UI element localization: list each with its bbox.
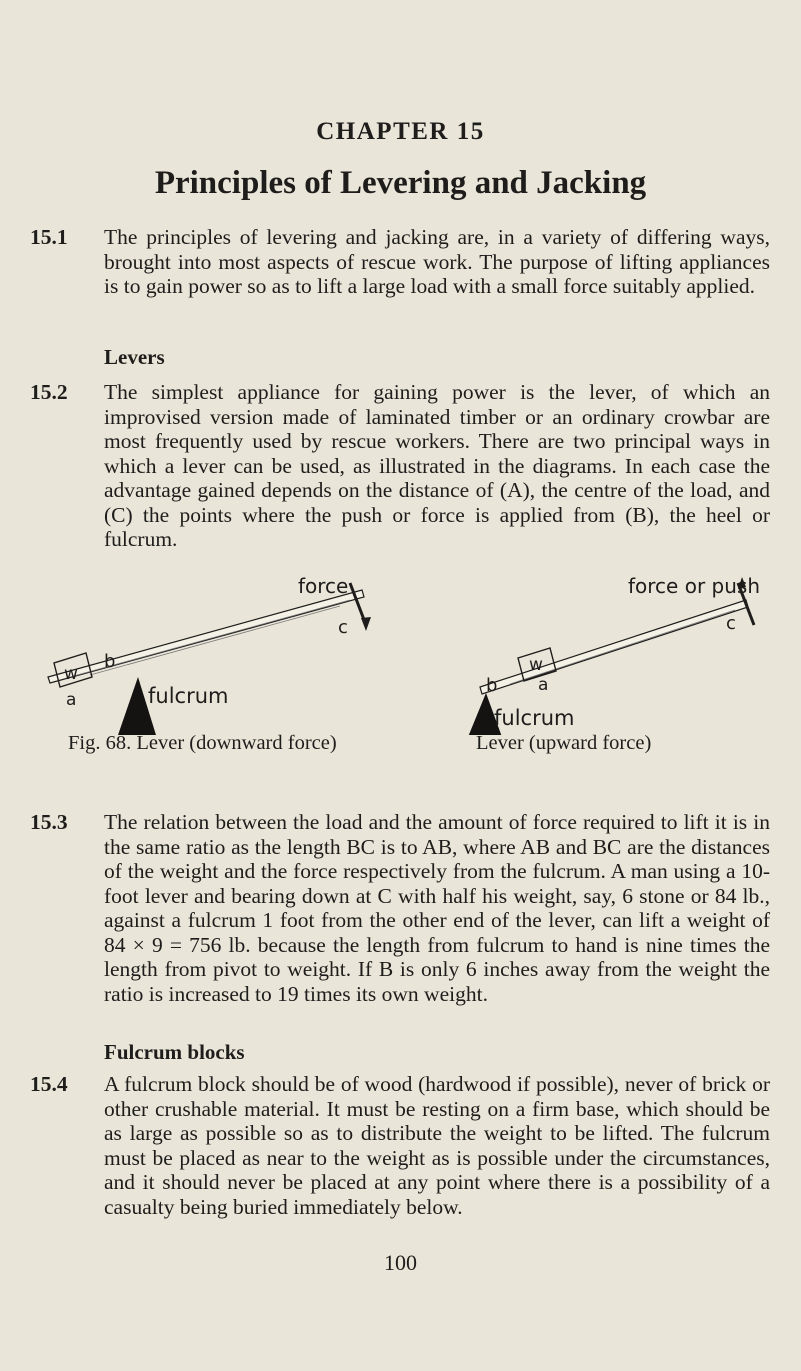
fulcrum-label: fulcrum	[494, 706, 575, 730]
force-label: force or push	[628, 574, 761, 598]
lever-bar	[48, 590, 364, 683]
paragraph-text: The relation between the load and the amount of force required to lift it is in the same ratio as the length BC is to AB, where AB and BC are the distances of the weight and the force respectively from the fulcrum. A man using a 10-foot lever and bearing down at C with half his weight, say, 6 stone or 84 lb., against a fulcrum 1 foot from the other end of the lever, can lift a weight of 84 × 9 = 756 lb. because the length from fulcrum to hand is nine times the length from pivot to weight. If B is only 6 inches away from the weight the ratio is increased to 19 times its own weight.	[104, 810, 770, 1006]
point-b-label: b	[486, 675, 498, 696]
section-heading-levers: Levers	[104, 345, 165, 369]
point-b-label: b	[104, 651, 116, 672]
lever-downward-diagram	[48, 574, 371, 735]
paragraph-15-1	[30, 225, 770, 299]
lever-upward-diagram	[468, 574, 760, 735]
paragraph-text: The principles of levering and jacking are, in a variety of differing ways, brought into most aspects of rescue work. The purpose of lifting appliances is to gain power so as to lift a large load with a small force suitably applied.	[104, 225, 770, 298]
paragraph-number: 15.2	[30, 380, 68, 404]
point-c-label: c	[338, 617, 348, 638]
lever-diagrams	[30, 555, 800, 735]
figure-caption-left: Fig. 68. Lever (downward force)	[68, 732, 337, 754]
section-heading-fulcrum-blocks: Fulcrum blocks	[104, 1040, 245, 1064]
chapter-title: Principles of Levering and Jacking	[154, 165, 647, 201]
lever-bar	[480, 600, 748, 694]
weight-w-label: w	[64, 664, 78, 684]
paragraph-number: 15.3	[30, 810, 68, 834]
paragraph-number: 15.4	[30, 1072, 68, 1096]
lever-grain	[510, 610, 735, 684]
paragraph-number: 15.1	[30, 225, 68, 249]
lever-grain	[90, 606, 340, 675]
point-c-label: c	[726, 613, 736, 634]
figure-caption-right: Lever (upward force)	[476, 732, 652, 754]
weight-w-label: w	[529, 655, 543, 675]
paragraph-text: The simplest appliance for gaining power is the lever, of which an improvised version made of laminated timber or an ordinary crowbar are most frequently used by rescue workers. There are two principal ways in which a lever can be used, as illustrated in the diagrams. In each case the advantage gained depends on the distance of (A), the centre of the load, and (C) the points where the push or force is applied from (B), the heel or fulcrum.	[104, 380, 770, 551]
force-label: force	[298, 574, 349, 598]
point-a-label: a	[538, 675, 549, 695]
paragraph-15-4	[30, 1072, 770, 1219]
page-number: 100	[384, 1250, 417, 1275]
fulcrum-label: fulcrum	[148, 684, 229, 708]
point-a-label: a	[66, 690, 77, 710]
paragraph-15-3	[30, 810, 770, 1006]
force-arrowhead	[361, 617, 371, 631]
paragraph-text: A fulcrum block should be of wood (hardwood if possible), never of brick or other crushable material. It must be resting on a firm base, which should be as large as possible so as to distribute the weight to be lifted. The fulcrum must be placed as near to the weight as is possible under the circumstances, and it should never be placed at any point where there is a possibility of a casualty being buried immediately below.	[104, 1072, 770, 1219]
paragraph-15-2	[30, 380, 770, 552]
chapter-heading: CHAPTER 15	[316, 118, 485, 145]
